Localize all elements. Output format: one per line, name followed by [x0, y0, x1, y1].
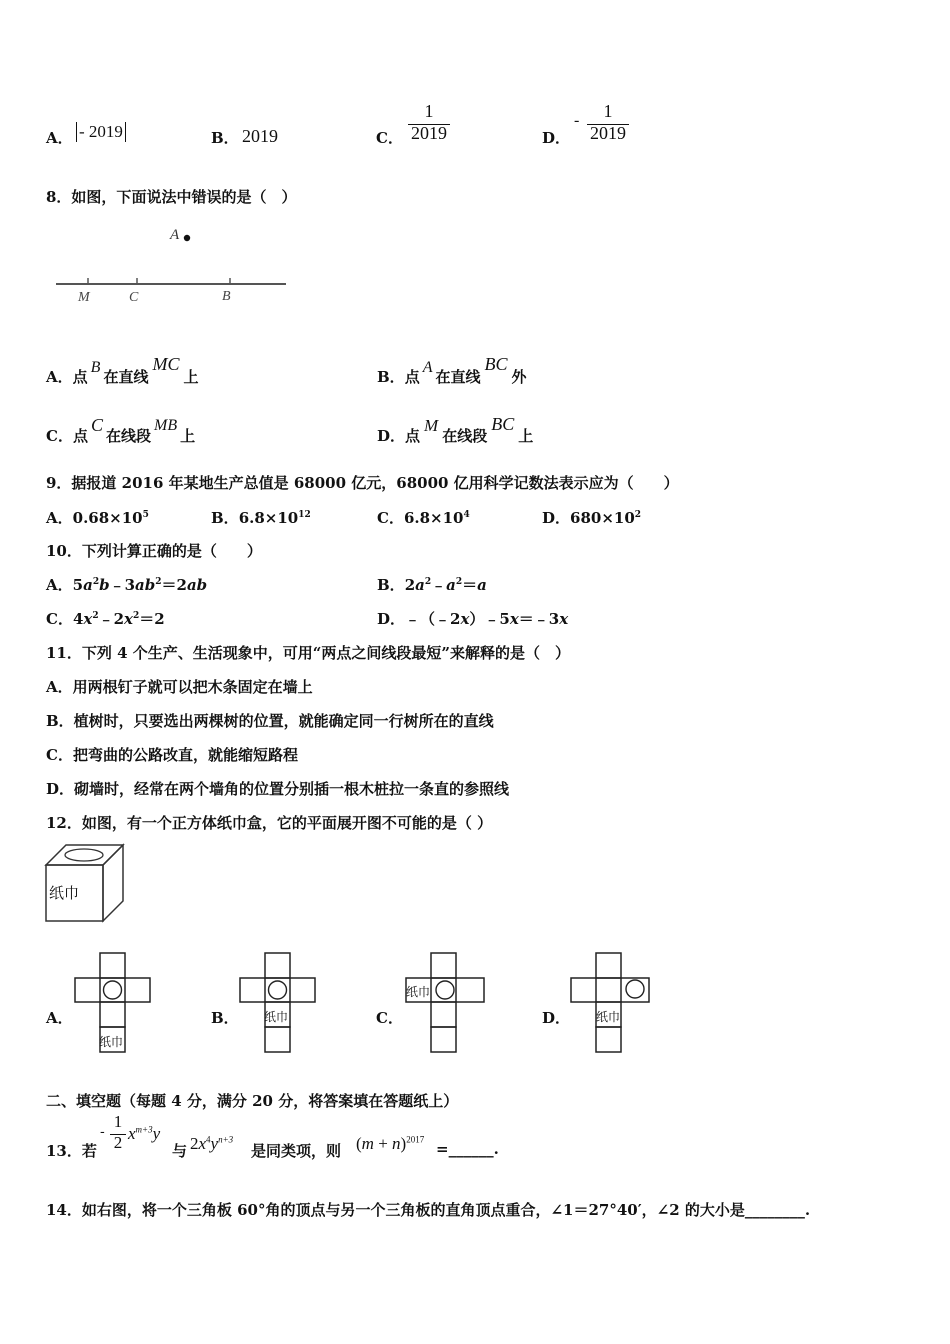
fraction-denominator: 2019: [590, 123, 626, 143]
box-opening: [65, 849, 103, 861]
circle-icon: [626, 980, 644, 998]
q7-option-a-value: - 2019: [76, 122, 126, 142]
option-text: 在直线: [103, 368, 149, 386]
option-label: D．: [377, 427, 406, 445]
q13-expression: $(m + n)^{2017}$: [356, 1134, 425, 1153]
q12-option-b-label: B．: [211, 1009, 239, 1027]
option-exponent: 12: [298, 510, 311, 520]
q12-net-c: [405, 952, 487, 1056]
q13-suffix: 是同类项，则: [251, 1142, 342, 1160]
q11-option-a: A．用两根钉子就可以把木条固定在墙上: [46, 678, 313, 696]
fraction-numerator: 1: [603, 101, 613, 121]
q13-term1: $x^{m+3}y$: [128, 1124, 161, 1143]
q8-point-a-label: A: [170, 227, 180, 243]
q10-option-c: C．$4x^2﹣2x^2=2$: [46, 610, 165, 628]
option-text: 点: [404, 368, 420, 386]
q13-neg-sign: -: [100, 1124, 105, 1140]
option-exponent: 4: [463, 510, 470, 520]
q13-prefix: 13．若: [46, 1142, 97, 1160]
option-label: D．: [377, 610, 406, 628]
q13-mid: 与: [172, 1142, 188, 1160]
q9-option-c: [377, 507, 470, 528]
option-base: 6.8×10: [238, 509, 299, 527]
q13-exponent: 2017: [406, 1134, 425, 1145]
q10-stem: 10．下列计算正确的是（ ）: [46, 542, 262, 560]
q11-option-b: B．植树时，只要选出两棵树的位置，就能确定同一行树所在的直线: [46, 712, 494, 730]
option-base: 6.8×10: [403, 509, 464, 527]
q9-option-d: [542, 507, 641, 528]
q12-net-b: [239, 952, 319, 1056]
option-text: 点: [72, 368, 88, 386]
q7-option-d-label: D．: [542, 129, 571, 147]
q8-point-b-label: B: [222, 289, 231, 304]
q8-point-a: [184, 235, 190, 241]
option-exponent: 2: [634, 510, 642, 520]
option-text: 在线段: [442, 427, 488, 445]
q10-option-d: D．﹣（﹣2x）﹣5x＝﹣3x: [377, 610, 569, 628]
fraction-numerator: 1: [424, 101, 434, 121]
q8-option-d: [377, 414, 534, 446]
q12-option-d-label: D．: [542, 1009, 571, 1027]
q10-option-a: A．$5a^2b﹣3ab^2=2ab$: [46, 576, 208, 594]
q8-figure: [50, 220, 300, 310]
option-base: 0.68×10: [72, 509, 143, 527]
fraction-numerator: 1: [113, 1112, 123, 1131]
option-base: 680×10: [570, 509, 635, 527]
circle-icon: [269, 981, 287, 999]
q14-text: 14．如右图，将一个三角板 60°角的顶点与另一个三角板的直角顶点重合，∠1＝27°40′，∠2 的大小是________.: [46, 1201, 811, 1219]
option-label: B．: [211, 509, 239, 527]
option-text: 上: [518, 427, 534, 445]
option-label: B．: [377, 576, 405, 594]
option-text: 上: [183, 368, 199, 386]
q12-stem: 12．如图，有一个正方体纸巾盒，它的平面展开图不可能的是（ ）: [46, 814, 493, 832]
q13-fraction: [110, 1112, 126, 1153]
q7-option-c-fraction: [408, 101, 450, 144]
option-var: C: [90, 415, 103, 435]
option-text: 点: [72, 427, 88, 445]
fraction-denominator: 2: [113, 1133, 123, 1152]
circle-icon: [104, 981, 122, 999]
q12-net-d-label: 纸巾: [596, 1010, 621, 1024]
q9-option-a: [46, 507, 149, 528]
q8-stem: 8．如图，下面说法中错误的是（ ）: [46, 188, 297, 206]
box-side: [103, 845, 123, 921]
q7-option-a-label: A．: [46, 129, 73, 147]
option-label: C．: [377, 509, 404, 527]
q12-net-a-label: 纸巾: [99, 1035, 124, 1049]
q13-term2: $2x^4y^{n+3}$: [190, 1134, 234, 1153]
box-top: [46, 845, 123, 865]
q12-net-c-label: 纸巾: [406, 985, 431, 999]
option-label: B．: [377, 368, 405, 386]
option-var: A: [422, 359, 433, 376]
q8-point-m-label: M: [78, 290, 90, 305]
q9-option-b: [211, 507, 311, 528]
q7-option-c-label: C．: [376, 129, 403, 147]
option-label: C．: [46, 427, 73, 445]
q12-net-b-label: 纸巾: [264, 1010, 289, 1024]
option-text: 外: [511, 368, 527, 386]
option-text: 点: [405, 427, 421, 445]
q8-option-a: [46, 354, 199, 387]
option-label: A．: [46, 576, 73, 594]
option-text: 上: [180, 427, 196, 445]
option-exponent: 5: [142, 510, 149, 520]
q13-answer-blank: =______.: [436, 1140, 499, 1158]
option-var: MB: [154, 417, 178, 434]
section-title: 二、填空题（每题 4 分，满分 20 分，将答案填在答题纸上）: [46, 1092, 459, 1110]
q8-option-c: [46, 415, 196, 446]
q11-option-d: D．砌墙时，经常在两个墙角的位置分别插一根木桩拉一条直的参照线: [46, 780, 510, 798]
q8-point-c-label: C: [129, 290, 139, 305]
box-label: 纸巾: [49, 884, 80, 902]
option-var: M: [424, 416, 439, 435]
q12-net-d: [570, 952, 652, 1056]
fraction-denominator: 2019: [411, 123, 447, 143]
circle-icon: [436, 981, 454, 999]
q11-stem: 11．下列 4 个生产、生活现象中，可用“两点之间线段最短”来解释的是（ ）: [46, 644, 571, 662]
option-label: D．: [542, 509, 571, 527]
q7-option-d-sign: -: [574, 112, 580, 129]
q12-option-a-label: A．: [46, 1009, 73, 1027]
option-var: MC: [152, 354, 180, 374]
option-text: 在线段: [105, 427, 151, 445]
q7-option-b-label: B．: [211, 129, 239, 147]
q7-option-d-fraction: [587, 101, 629, 144]
option-var: BC: [491, 414, 515, 434]
q8-option-b: [377, 354, 527, 387]
option-label: A．: [46, 509, 73, 527]
q7-option-b-value: 2019: [242, 126, 278, 146]
option-var: BC: [484, 354, 508, 374]
option-label: A．: [46, 368, 73, 386]
q11-option-c: C．把弯曲的公路改直，就能缩短路程: [46, 746, 298, 764]
option-var: B: [90, 359, 101, 376]
option-text: 在直线: [435, 368, 481, 386]
q12-option-c-label: C．: [376, 1009, 403, 1027]
option-label: C．: [46, 610, 73, 628]
q10-option-b: B．$2a^2﹣a^2=a$: [377, 576, 487, 594]
q9-stem: 9．据报道 2016 年某地生产总值是 68000 亿元，68000 亿用科学记数法表示应为（ ）: [46, 474, 679, 492]
